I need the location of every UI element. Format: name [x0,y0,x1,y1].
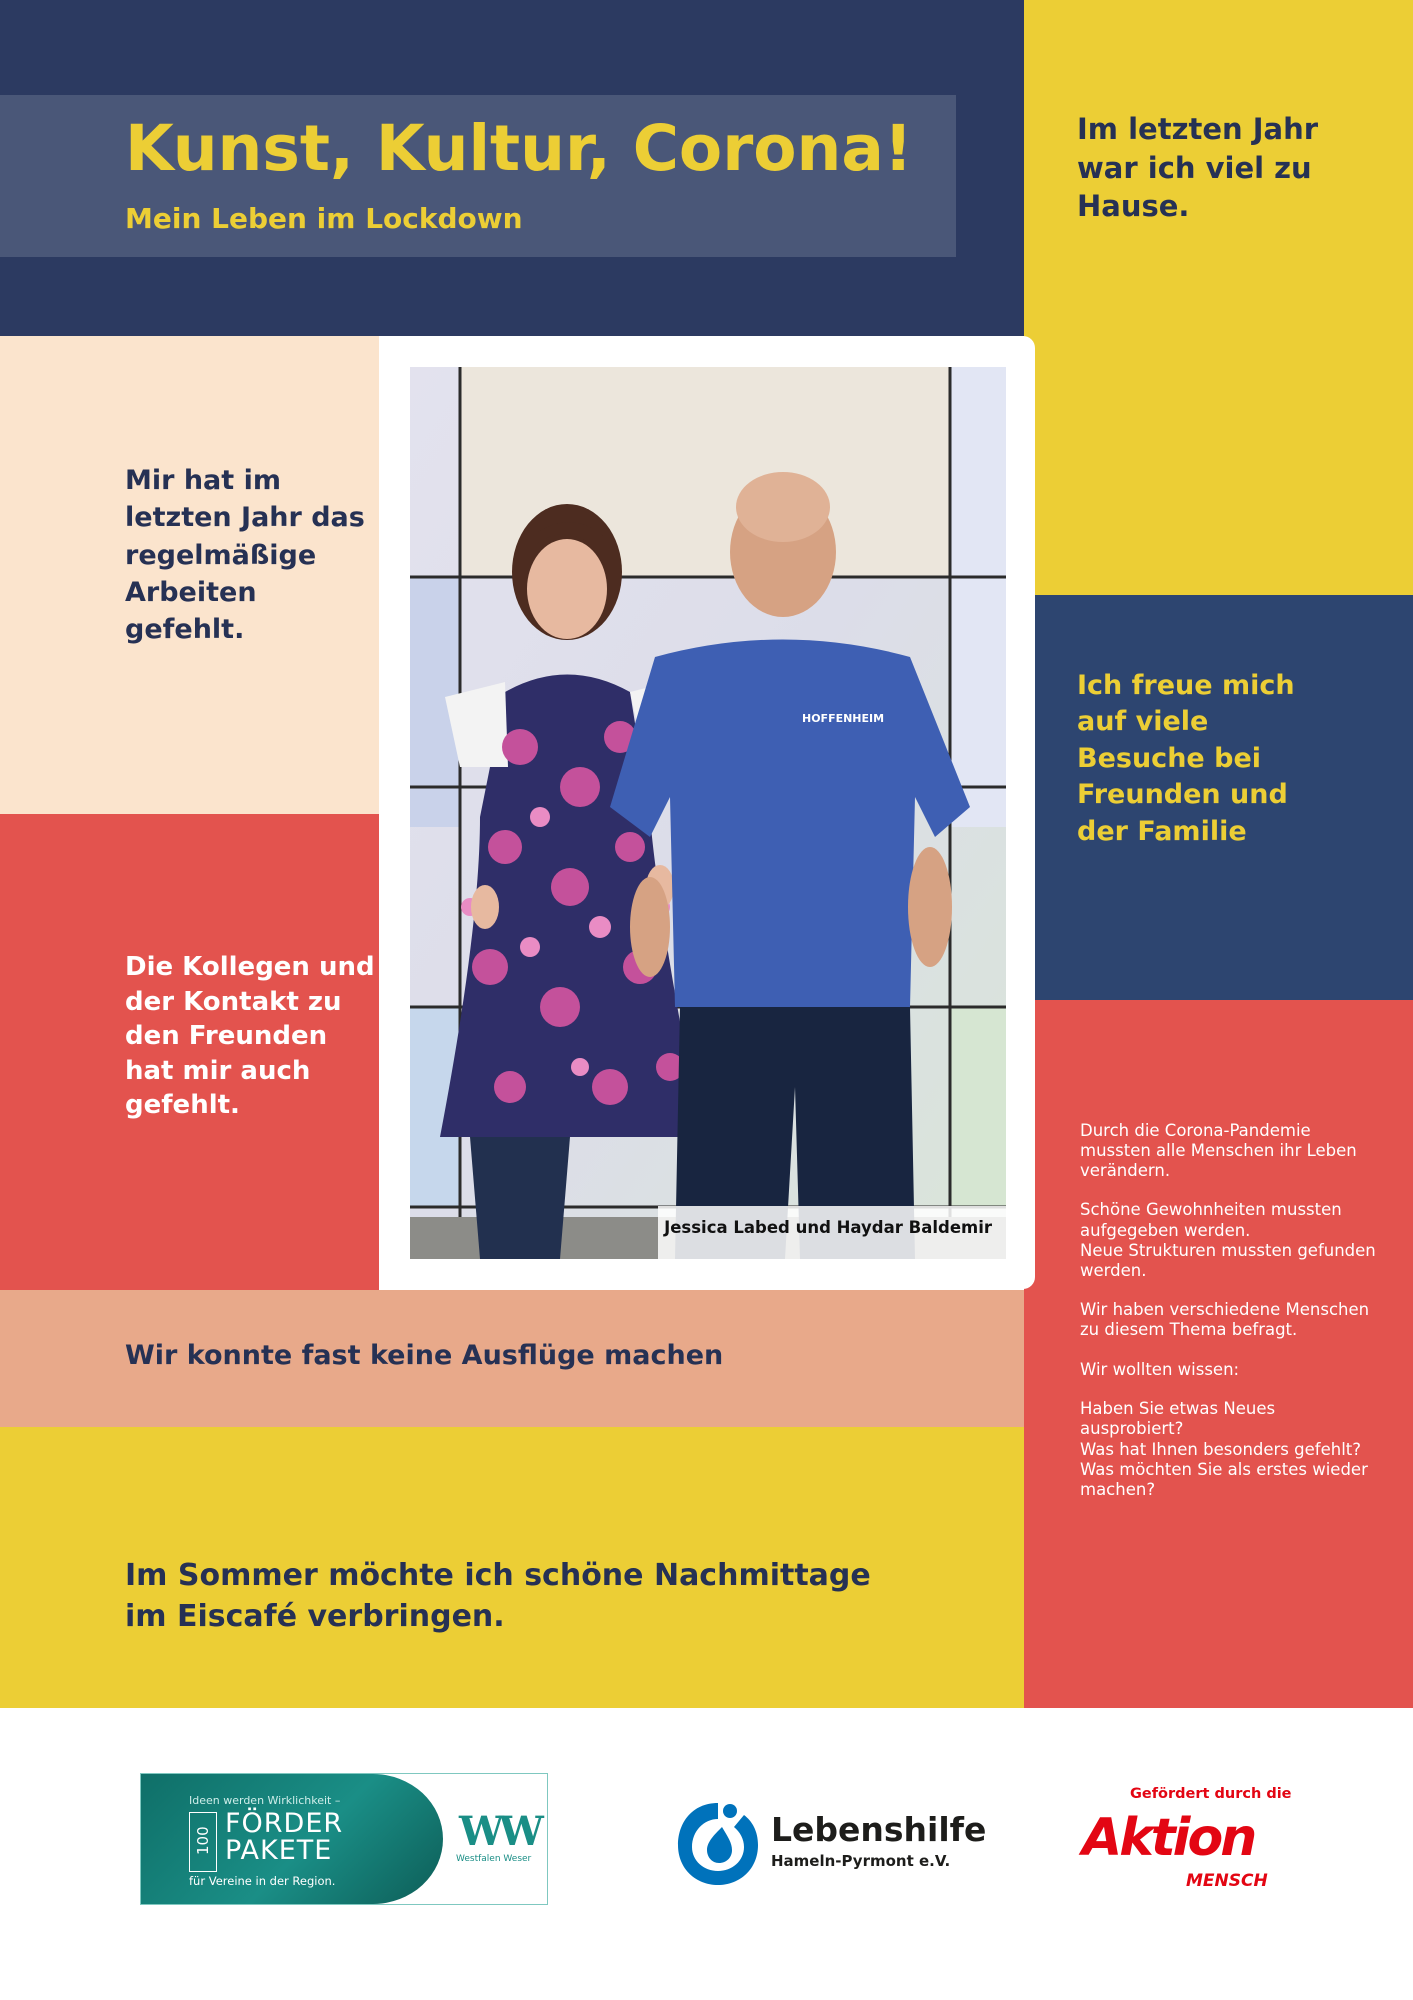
ww-logo-subtitle: Westfalen Weser [456,1854,532,1864]
lebenshilfe-name: Lebenshilfe [771,1810,987,1849]
portrait-illustration [410,367,1006,1259]
page-subtitle: Mein Leben im Lockdown [125,202,523,235]
info-text [1080,1121,1380,1500]
info-paragraph: Schöne Gewohnheiten mussten aufgegeben werden. [1080,1200,1342,1240]
foerderpakete-subline: für Vereine in der Region. [189,1874,336,1888]
lebenshilfe-subtitle: Hameln-Pyrmont e.V. [771,1852,951,1870]
lebenshilfe-icon [672,1797,764,1889]
ww-logo: WW [459,1808,539,1855]
aktion-mensch-logo: Aktion [1082,1808,1255,1868]
top-right-yellow-panel [1024,0,1413,595]
quote-top-right: Im letzten Jahr war ich viel zu Hause. [1077,112,1319,224]
quote-left-cream: Mir hat im letzten Jahr das regelmäßige Arbeiten gefehlt. [125,465,365,645]
aktion-mensch-logo-sub: MENSCH [1186,1871,1268,1891]
info-question: Was hat Ihnen besonders gefehlt? [1080,1439,1362,1459]
foerderpakete-tagline: Ideen werden Wirklichkeit – [189,1794,341,1807]
info-paragraph: Wir wollten wissen: [1080,1360,1240,1380]
info-question: Was möchten Sie als erstes wieder machen? [1080,1459,1368,1499]
shirt-print: HOFFENHEIM [802,712,885,725]
foerderpakete-word2: PAKETE [225,1835,333,1866]
portrait-photo [410,367,1006,1259]
info-paragraph: Neue Strukturen mussten gefunden werden. [1080,1240,1376,1280]
aktion-mensch-tagline: Gefördert durch die [1130,1786,1292,1802]
westlotto-sponsor-logo [140,1773,548,1905]
quote-right-navy: Ich freue mich auf viele Besuche bei Freunden und der Familie [1077,670,1295,847]
foerderpakete-number-text: 100 [194,1826,212,1855]
quote-yellow-band: Im Sommer möchte ich schöne Nachmittage im Eiscafé verbringen. [125,1558,871,1635]
page-title: Kunst, Kultur, Corona! [125,112,913,185]
quote-peach-band: Wir konnte fast keine Ausflüge machen [125,1340,724,1371]
quote-left-red: Die Kollegen und der Kontakt zu den Freunden hat mir auch gefehlt. [125,952,375,1121]
info-paragraph: Wir haben verschiedene Menschen zu diesem Thema befragt. [1080,1299,1370,1339]
foerderpakete-number [189,1812,217,1872]
foerderpakete-wordmark [225,1810,343,1864]
info-question: Haben Sie etwas Neues ausprobiert? [1080,1399,1276,1439]
info-paragraph: Durch die Corona-Pandemie mussten alle Menschen ihr Leben verändern. [1080,1121,1357,1181]
photo-caption: Jessica Labed und Haydar Baldemir [658,1206,1006,1259]
foerderpakete-word1: FÖRDER [225,1808,344,1839]
